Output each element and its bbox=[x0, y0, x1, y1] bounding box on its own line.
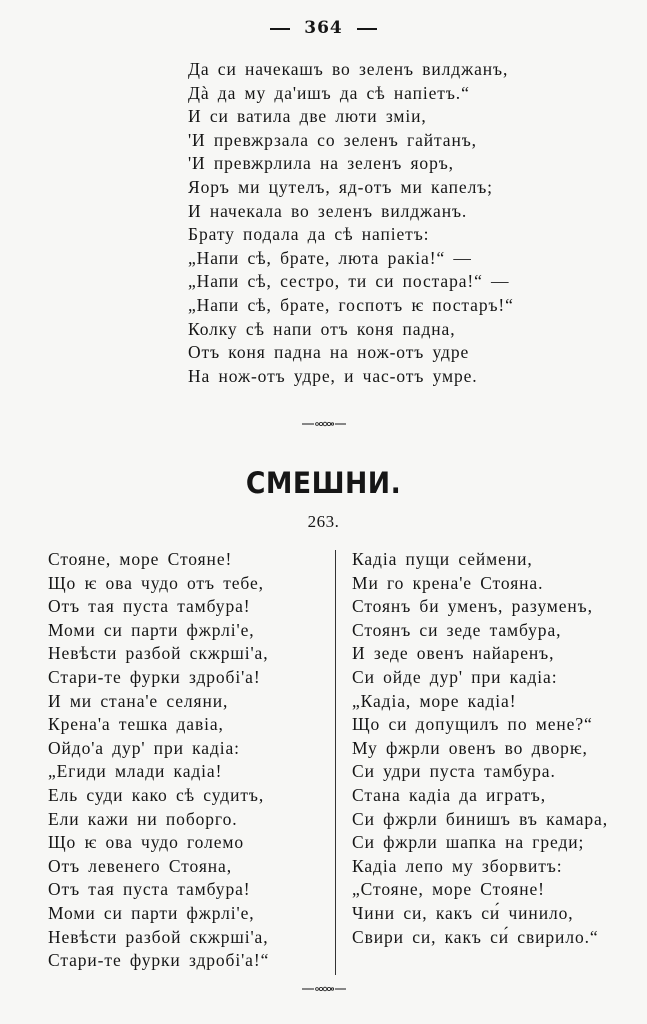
verse-line: Ели кажи ни поборго. bbox=[48, 808, 238, 829]
ornament-divider-icon bbox=[302, 985, 346, 993]
verse-line: Стояне, море Стояне! bbox=[48, 549, 233, 569]
ornament-divider-icon bbox=[302, 420, 346, 428]
verse-line: И зеде овенъ найаренъ, bbox=[352, 643, 555, 664]
verse-line: Си ойде дур' при кадіа: bbox=[352, 666, 558, 687]
poem-number: 263. bbox=[307, 512, 340, 531]
verse-line: Крена'а тешка давіа, bbox=[48, 714, 224, 735]
verse-line: Моми си парти фжрлі'е, bbox=[48, 619, 255, 640]
verse-line: Колку сѣ напи отъ коня падна, bbox=[188, 318, 456, 339]
verse-line: Си удри пуста тамбура. bbox=[352, 761, 556, 782]
verse-line: Брату подала да сѣ напіетъ: bbox=[188, 224, 430, 245]
verse-line: „Стояне, море Стояне! bbox=[352, 879, 545, 900]
poem-top-continuation bbox=[188, 58, 514, 388]
page-number-header bbox=[0, 18, 647, 38]
verse-line: Стоянъ би уменъ, разуменъ, bbox=[352, 596, 593, 617]
verse-line: Отъ тая пуста тамбура! bbox=[48, 596, 251, 617]
verse-line: Отъ левенего Стояна, bbox=[48, 855, 232, 876]
verse-line: Си фжрли бинишъ въ камара, bbox=[352, 808, 609, 829]
verse-line: Ойдо'а дур' при кадіа: bbox=[48, 737, 240, 758]
verse-line: „Кадіа, море кадіа! bbox=[352, 690, 517, 711]
verse-line: „Напи сѣ, брате, госпотъ ѥ постаръ!“ bbox=[188, 294, 514, 315]
verse-line: Невѣсти разбой скжршi'а, bbox=[48, 643, 269, 664]
verse-line: Ми го крена'е Стояна. bbox=[352, 572, 544, 593]
verse-line: „Напи сѣ, сестро, ти си постара!“ — bbox=[188, 271, 510, 292]
verse-line: Свири си, какъ си́ свирило.“ bbox=[352, 926, 599, 947]
verse-line: Стари-те фурки здробі'а!“ bbox=[48, 950, 270, 971]
section-title: СМЕШНИ. bbox=[245, 466, 402, 500]
right-dash bbox=[357, 28, 377, 30]
verse-line: Стана кадіа да игратъ, bbox=[352, 784, 547, 805]
column-divider bbox=[335, 550, 336, 975]
verse-line: Моми си парти фжрлі'е, bbox=[48, 902, 255, 923]
verse-line: На нож-отъ удре, и час-отъ умре. bbox=[188, 365, 478, 386]
verse-line: Отъ коня падна на нож-отъ удре bbox=[188, 342, 470, 363]
verse-line: И си ватила две люти зміи, bbox=[188, 106, 427, 127]
verse-line: 'И превжрлила на зеленъ яоръ, bbox=[188, 153, 454, 174]
verse-line: Стари-те фурки здробі'а! bbox=[48, 666, 261, 687]
verse-line: Отъ тая пуста тамбура! bbox=[48, 879, 251, 900]
poem-263-left-column bbox=[48, 548, 269, 973]
verse-line: Да си начекашъ во зеленъ вилджанъ, bbox=[188, 59, 509, 79]
verse-line: „Егиди млади кадіа! bbox=[48, 761, 223, 782]
verse-line: Му фжрли овенъ во дворѥ, bbox=[352, 737, 588, 758]
verse-line: И ми стана'е селяни, bbox=[48, 690, 229, 711]
verse-line: Ель суди како сѣ судитъ, bbox=[48, 784, 265, 805]
verse-line: Кадіа пущи сеймени, bbox=[352, 549, 533, 569]
verse-line: Кадіа лепо му зборвитъ: bbox=[352, 855, 563, 876]
verse-line: „Напи сѣ, брате, люта ракіа!“ — bbox=[188, 247, 472, 268]
verse-line: Дà да му да'ишъ да сѣ напіетъ.“ bbox=[188, 82, 470, 103]
poem-263-right-column bbox=[352, 548, 608, 949]
verse-line: Що ѥ ова чудо отъ тебе, bbox=[48, 572, 264, 593]
verse-line: И начекала во зеленъ вилджанъ. bbox=[188, 200, 468, 221]
verse-line: Що ѥ ова чудо големо bbox=[48, 832, 244, 853]
verse-line: Яоръ ми цутелъ, яд-отъ ми капелъ; bbox=[188, 176, 493, 197]
verse-line: 'И превжрзала со зеленъ гайтанъ, bbox=[188, 129, 477, 150]
left-dash bbox=[270, 28, 290, 30]
page-number: 364 bbox=[304, 18, 343, 38]
verse-line: Невѣсти разбой скжршi'а, bbox=[48, 926, 269, 947]
verse-line: Си фжрли шапка на греди; bbox=[352, 832, 585, 853]
verse-line: Чини си, какъ си́ чинило, bbox=[352, 902, 574, 923]
verse-line: Що си допущилъ по мене?“ bbox=[352, 714, 593, 735]
verse-line: Стоянъ си зеде тамбура, bbox=[352, 619, 562, 640]
